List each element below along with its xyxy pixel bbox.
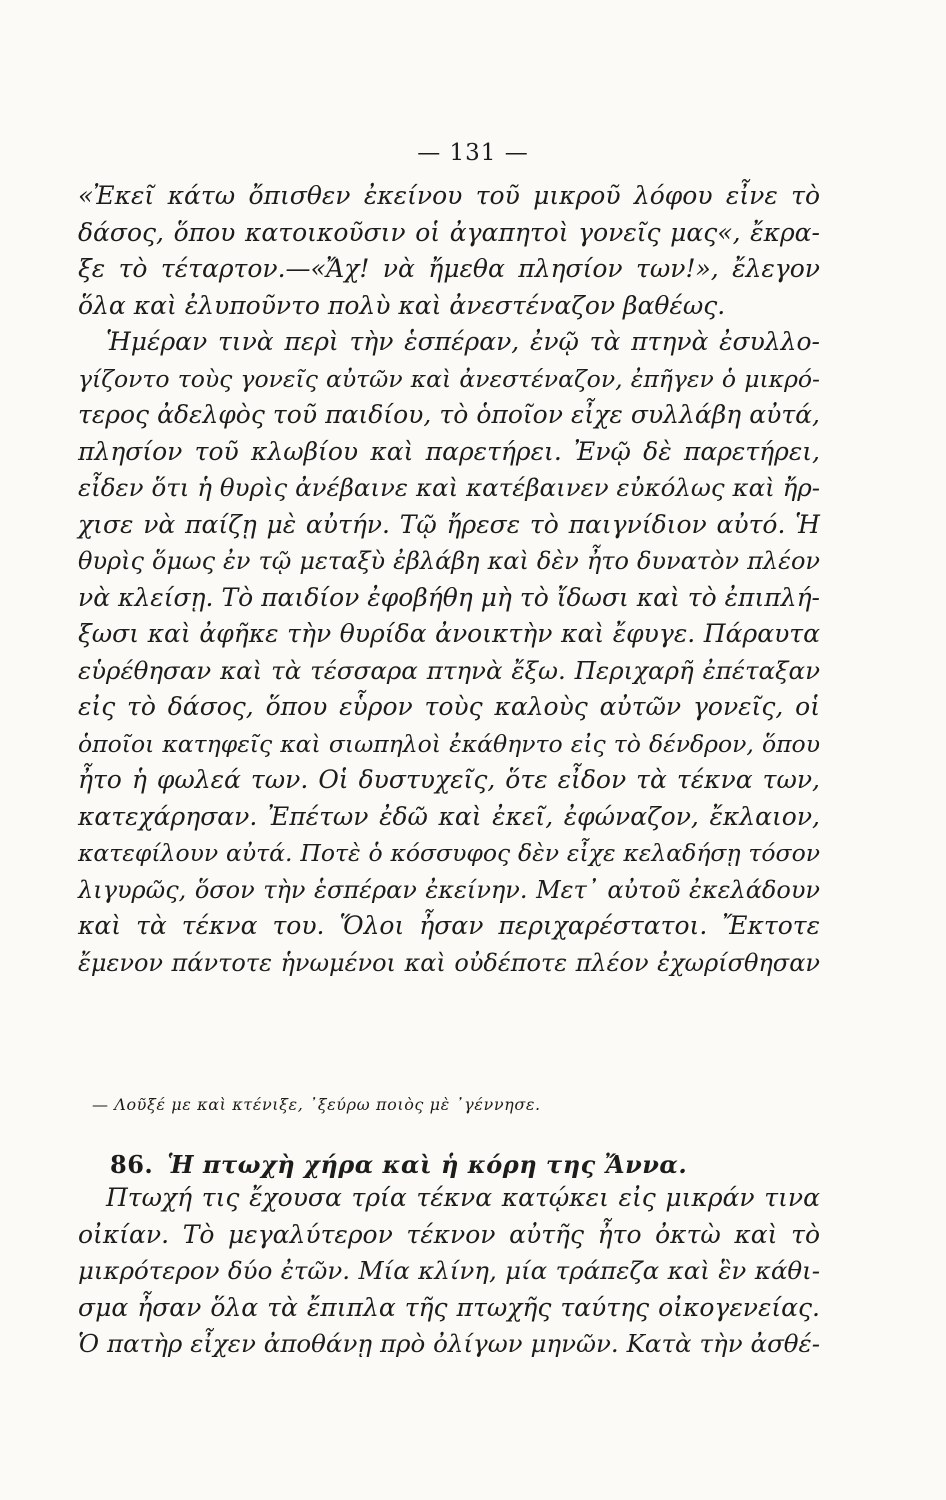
- text-line: Πτωχή τις ἔχουσα τρία τέκνα κατῴκει εἰς μικράν τινα: [106, 1183, 820, 1212]
- text-line: λιγυρῶς, ὅσον τὴν ἑσπέραν ἐκείνην. Μετ᾽ αὐτοῦ ἐκελάδουν: [78, 875, 820, 904]
- text-line: ὁποῖοι κατηφεῖς καὶ σιωπηλοὶ ἐκάθηντο εἰς τὸ δένδρον, ὅπου: [78, 729, 820, 758]
- text-line: οἰκίαν. Τὸ μεγαλύτερον τέκνον αὐτῆς ἦτο ὀκτὼ καὶ τὸ: [78, 1219, 820, 1249]
- text-line: εἰς τὸ δάσος, ὅπου εὗρον τοὺς καλοὺς αὐτῶν γονεῖς, οἱ: [78, 692, 820, 721]
- page-number: — 131 —: [417, 140, 529, 166]
- text-line: καὶ τὰ τέκνα του. Ὅλοι ἦσαν περιχαρέστατοι. Ἔκτοτε: [78, 911, 820, 940]
- text-line: κατεχάρησαν. Ἐπέτων ἐδῶ καὶ ἐκεῖ, ἐφώναζον, ἔκλαιον,: [78, 801, 820, 831]
- text-line: εὑρέθησαν καὶ τὰ τέσσαρα πτηνὰ ἔξω. Περιχαρῆ ἐπέταξαν: [78, 655, 820, 685]
- text-line: ἦτο ἡ φωλεά των. Οἱ δυστυχεῖς, ὅτε εἶδον τὰ τέκνα των,: [78, 765, 820, 794]
- text-line: δάσος, ὅπου κατοικοῦσιν οἱ ἀγαπητοὶ γονεῖς μας«, ἔκρα-: [78, 217, 820, 247]
- text-line: Ἡμέραν τινὰ περὶ τὴν ἑσπέραν, ἐνῷ τὰ πτηνὰ ἐσυλλο-: [106, 327, 820, 356]
- footnote: — Λοῦξέ με καὶ κτένιξε, ᾿ξεύρω ποιὸς μὲ ᾿γέννησε.: [92, 1095, 541, 1114]
- text-line: νὰ κλείσῃ. Τὸ παιδίον ἐφοβήθη μὴ τὸ ἴδωσι καὶ τὸ ἐπιπλή-: [78, 582, 820, 612]
- section-number: 86.: [110, 1150, 154, 1179]
- paragraph-1: [78, 178, 820, 981]
- text-line: πλησίον τοῦ κλωβίου καὶ παρετήρει. Ἐνῷ δὲ παρετήρει,: [78, 436, 820, 466]
- text-line: κατεφίλουν αὐτά. Ποτὲ ὁ κόσσυφος δὲν εἶχε κελαδήσῃ τόσον: [78, 839, 820, 867]
- text-line: σμα ἦσαν ὅλα τὰ ἔπιπλα τῆς πτωχῆς ταύτης οἰκογενείας.: [78, 1292, 820, 1322]
- text-line: χισε νὰ παίζῃ μὲ αὐτήν. Τῷ ἤρεσε τὸ παιγνίδιον αὐτό. Ἡ: [78, 509, 820, 539]
- text-line: Ὁ πατὴρ εἶχεν ἀποθάνῃ πρὸ ὀλίγων μηνῶν. Κατὰ τὴν ἀσθέ-: [78, 1329, 820, 1358]
- section-title: Ἡ πτωχὴ χήρα καὶ ἡ κόρη της Ἄννα.: [167, 1150, 688, 1179]
- text-line: γίζοντο τοὺς γονεῖς αὐτῶν καὶ ἀνεστέναζον, ἐπῆγεν ὁ μικρό-: [78, 364, 820, 393]
- text-line: μικρότερον δύο ἐτῶν. Μία κλίνη, μία τράπεζα καὶ ἓν κάθι-: [78, 1256, 820, 1285]
- text-line: ἔμενον πάντοτε ἡνωμένοι καὶ οὐδέποτε πλέον ἐχωρίσθησαν: [78, 948, 820, 977]
- text-line: εἶδεν ὅτι ἡ θυρὶς ἀνέβαινε καὶ κατέβαινεν εὐκόλως καὶ ἤρ-: [78, 473, 820, 502]
- text-line: ὅλα καὶ ἐλυποῦντο πολὺ καὶ ἀνεστέναζον βαθέως.: [78, 290, 726, 320]
- text-line: ξε τὸ τέταρτον.—«Ἄχ! νὰ ἤμεθα πλησίον των!», ἔλεγον: [78, 254, 820, 283]
- text-line: θυρὶς ὅμως ἐν τῷ μεταξὺ ἐβλάβη καὶ δὲν ἦτο δυνατὸν πλέον: [78, 547, 820, 575]
- paragraph-2: [78, 1180, 820, 1363]
- text-line: «Ἐκεῖ κάτω ὄπισθεν ἐκείνου τοῦ μικροῦ λόφου εἶνε τὸ: [78, 181, 820, 210]
- section-heading: [110, 1150, 770, 1179]
- text-line: ξωσι καὶ ἀφῆκε τὴν θυρίδα ἀνοικτὴν καὶ ἔφυγε. Πάραυτα: [78, 619, 820, 648]
- text-line: τερος ἀδελφὸς τοῦ παιδίου, τὸ ὁποῖον εἶχε συλλάβη αὐτά,: [78, 400, 820, 429]
